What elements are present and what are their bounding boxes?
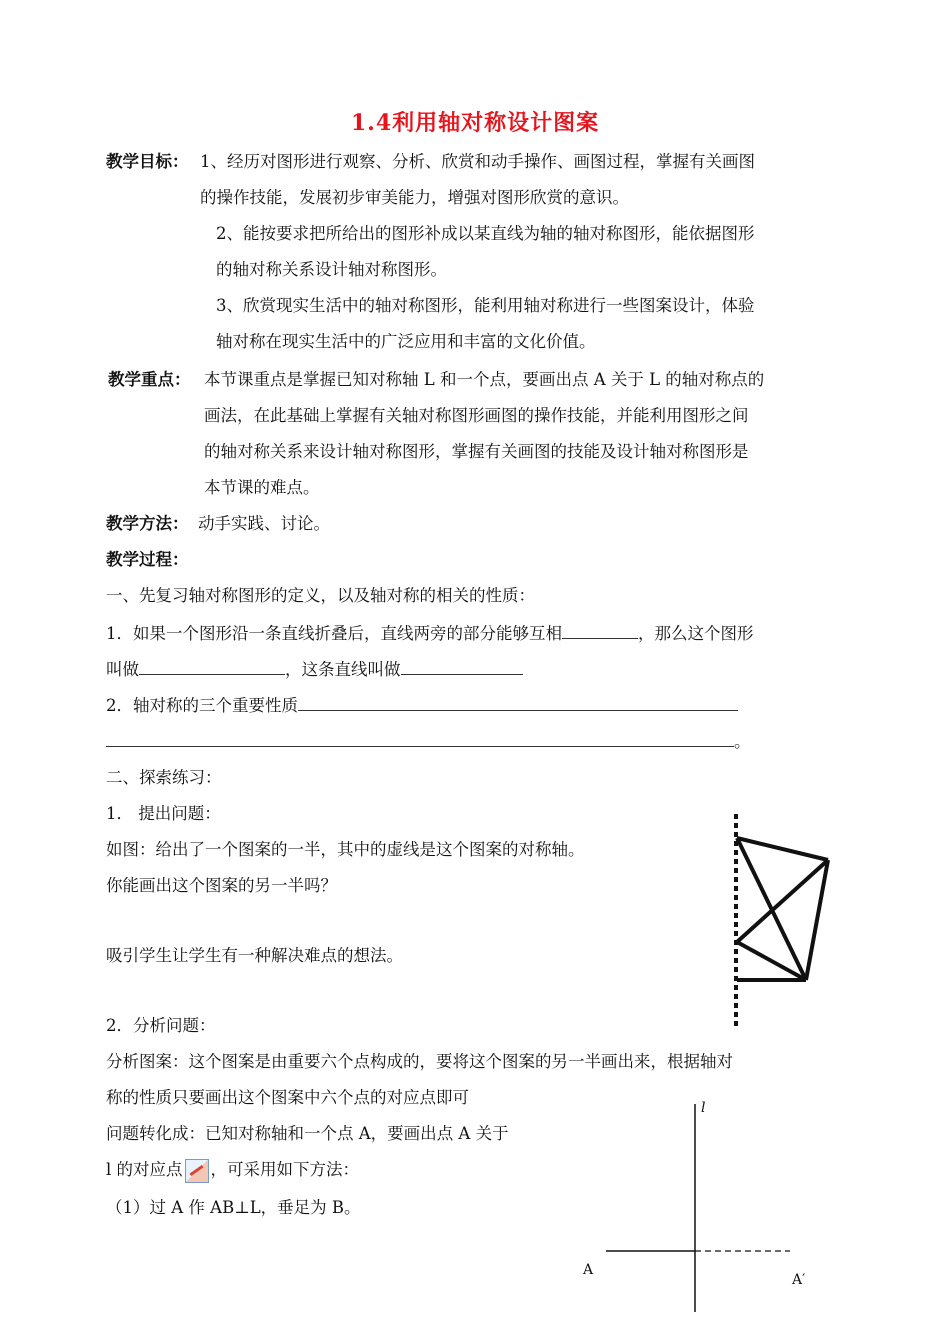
reflection-construction-figure	[590, 1100, 810, 1315]
answer-blank	[139, 656, 285, 675]
review-question-2-cont	[106, 728, 751, 754]
objective-3-line-1: 3、欣赏现实生活中的轴对称图形，能利用轴对称进行一些图案设计，体验	[216, 296, 755, 315]
broken-image-icon	[185, 1159, 209, 1183]
review-q1-text-d: ，这条直线叫做	[285, 660, 401, 679]
explore-step-2-line-4	[106, 1158, 359, 1183]
explore-step-1-text-1: 如图：给出了一个图案的一半，其中的虚线是这个图案的对称轴。	[106, 840, 585, 859]
review-q1-text-a: 1．如果一个图形沿一条直线折叠后，直线两旁的部分能够互相	[106, 624, 562, 643]
explore-step-2-line-4b: ，可采用如下方法：	[210, 1160, 360, 1179]
objectives-label: 教学目标：	[106, 152, 189, 171]
method-text: 动手实践、讨论。	[198, 514, 330, 533]
objective-1-line-1: 1、经历对图形进行观察、分析、欣赏和动手操作、画图过程，掌握有关画图	[200, 152, 755, 171]
review-q2-end: 。	[734, 732, 751, 751]
key-points-line-1: 本节课重点是掌握已知对称轴 L 和一个点，要画出点 A 关于 L 的轴对称点的	[204, 370, 765, 389]
key-points-line-2: 画法，在此基础上掌握有关轴对称图形画图的操作技能，并能利用图形之间	[204, 406, 749, 425]
review-q1-text-c: 叫做	[106, 660, 139, 679]
review-q2-text: 2．轴对称的三个重要性质	[106, 696, 298, 715]
review-question-1	[106, 620, 754, 646]
explore-step-2: 2．分析问题：	[106, 1016, 216, 1035]
review-heading: 一、先复习轴对称图形的定义，以及轴对称的相关的性质：	[106, 586, 535, 605]
key-points-line-4: 本节课的难点。	[204, 478, 320, 497]
page-title: 1.4利用轴对称设计图案	[350, 110, 600, 136]
review-q1-text-b: ，那么这个图形	[638, 624, 754, 643]
method-label: 教学方法：	[106, 514, 189, 533]
answer-blank	[298, 692, 738, 711]
process-label: 教学过程：	[106, 550, 189, 569]
key-points-label: 教学重点：	[108, 370, 191, 389]
half-pattern-figure	[720, 810, 840, 1030]
key-points-line-3: 的轴对称关系来设计轴对称图形，掌握有关画图的技能及设计轴对称图形是	[204, 442, 749, 461]
review-question-1-cont	[106, 656, 523, 682]
objective-2-line-1: 2、能按要求把所给出的图形补成以某直线为轴的轴对称图形，能依据图形	[216, 224, 755, 243]
pattern-lines	[737, 838, 828, 980]
explore-step-2-line-1: 分析图案：这个图案是由重要六个点构成的，要将这个图案的另一半画出来，根据轴对	[106, 1052, 733, 1071]
answer-blank	[401, 656, 523, 675]
objective-2-line-2: 的轴对称关系设计轴对称图形。	[216, 260, 447, 279]
explore-heading: 二、探索练习：	[106, 768, 222, 787]
construction-step-1: （1）过 A 作 AB⊥L，垂足为 B。	[106, 1198, 361, 1217]
explore-step-2-line-4a: l 的对应点	[106, 1160, 183, 1179]
axis-label-l: l	[701, 1100, 706, 1116]
objective-3-line-2: 轴对称在现实生活中的广泛应用和丰富的文化价值。	[216, 332, 596, 351]
answer-blank	[562, 620, 638, 639]
point-a-prime-label: A′	[792, 1272, 806, 1288]
explore-step-2-line-2: 称的性质只要画出这个图案中六个点的对应点即可	[106, 1088, 469, 1107]
explore-step-1-text-2: 你能画出这个图案的另一半吗？	[106, 876, 337, 895]
objective-1-line-2: 的操作技能，发展初步审美能力，增强对图形欣赏的意识。	[200, 188, 629, 207]
answer-blank	[106, 728, 734, 747]
explore-step-1: 1． 提出问题：	[106, 804, 221, 823]
review-question-2	[106, 692, 738, 718]
point-a-label: A	[583, 1262, 594, 1278]
explore-step-2-line-3: 问题转化成：已知对称轴和一个点 A，要画出点 A 关于	[106, 1124, 509, 1143]
explore-step-1-text-3: 吸引学生让学生有一种解决难点的想法。	[106, 946, 403, 965]
